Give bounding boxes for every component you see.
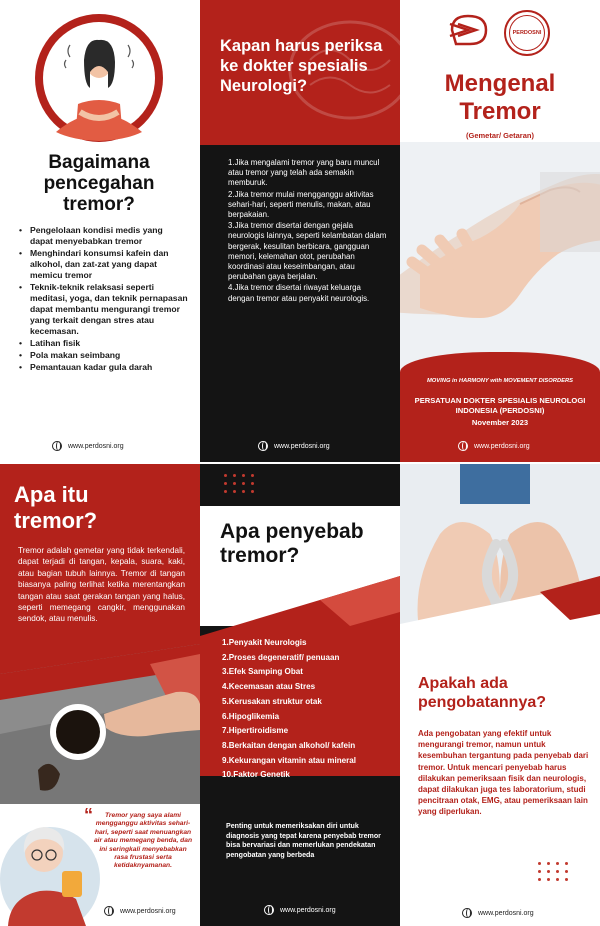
globe-icon (52, 441, 62, 451)
globe-icon (462, 908, 472, 918)
footer (264, 905, 336, 915)
prevention-list (18, 225, 188, 374)
panel-cover (400, 0, 600, 462)
website-link[interactable]: www.perdosni.org (478, 909, 534, 917)
cover-title: Mengenal Tremor (444, 70, 556, 125)
footer (462, 908, 534, 918)
list-item: 1.Penyakit Neurologis (222, 638, 307, 647)
list-item: 1.Jika mengalami tremor yang baru muncul atau tremor yang telah ada semakin memburuk. (228, 158, 380, 188)
seal-text: PERDOSNI (512, 30, 542, 36)
globe-icon (104, 906, 114, 916)
cover-org: PERSATUAN DOKTER SPESIALIS NEUROLOGI INDONESIA (PERDOSNI) (414, 396, 586, 415)
dot-grid (538, 862, 569, 881)
list-item: 5.Kerusakan struktur otak (222, 696, 322, 706)
perdosni-seal (504, 10, 550, 56)
panel-prevention (0, 0, 200, 462)
what-body: Tremor adalah gemetar yang tidak terkendali, dapat terjadi di tangan, kepala, suara, kaki, atau bagian tubuh lainnya. Tremor di tangan biasanya paling terlihat ketika merentangkan tangan atau saat gerakan tangan yang halus, seperti memegang cangkir, menggunakan sendok, atau menulis. (18, 546, 185, 624)
list-item: 6.Hipoglikemia (222, 711, 280, 721)
website-link[interactable]: www.perdosni.org (274, 442, 330, 450)
globe-icon (264, 905, 274, 915)
website-link[interactable]: www.perdosni.org (120, 907, 176, 915)
panel-what-is-tremor (0, 464, 200, 926)
ribbon-hands-image (400, 464, 600, 654)
trembling-hands-image (400, 142, 600, 377)
cover-subtitle: (Gemetar/ Getaran) (466, 131, 534, 140)
list-item: 8.Berkaitan dengan alkohol/ kafein (222, 740, 356, 750)
list-item: • Menghindari konsumsi kafein dan alkohol, dan zat-zat yang dapat memicu tremor (18, 248, 188, 281)
panel-treatment (400, 464, 600, 926)
list-item: 2.Jika tremor mulai mengganggu aktivitas sehari-hari, seperti menulis, makan, atau berpakaian. (228, 189, 374, 220)
cover-tagline: MOVING in HARMONY with MOVEMENT DISORDERS (426, 378, 574, 384)
list-item: • Teknik-teknik relaksasi seperti meditasi, yoga, dan teknik pernapasan dapat membantu mengurangi tremor yang terkait dengan stres atau kecemasan. (18, 282, 188, 337)
coffee-cup-image (0, 644, 200, 804)
treatment-title: Apakah ada pengobatannya? (418, 675, 547, 711)
globe-icon (258, 441, 268, 451)
globe-icon (458, 441, 468, 451)
list-item: 4.Jika tremor disertai riwayat keluarga dengan tremor atau penyakit neurologis. (228, 283, 370, 303)
brain-logo-icon (446, 12, 492, 50)
panel-when-to-see-doctor (200, 0, 400, 462)
dot-grid (224, 474, 255, 493)
footer (52, 441, 124, 451)
website-link[interactable]: www.perdosni.org (474, 442, 530, 450)
list-item: • Pola makan seimbang (18, 350, 188, 361)
doctor-title: Kapan harus periksa ke dokter spesialis Neurologi? (220, 37, 383, 95)
website-link[interactable]: www.perdosni.org (280, 906, 336, 914)
list-item: 4.Kecemasan atau Stres (222, 682, 316, 692)
what-title: Apa itu tremor? (14, 482, 98, 533)
prevention-title: Bagaimana pencegahan tremor? (43, 152, 155, 215)
list-item: 2.Proses degeneratif/ penuaan (222, 652, 340, 662)
list-item: 3.Efek Samping Obat (222, 667, 303, 677)
footer (458, 441, 530, 451)
woman-illustration (0, 0, 200, 150)
cover-date: November 2023 (471, 418, 529, 427)
website-link[interactable]: www.perdosni.org (68, 442, 124, 450)
causes-note: Penting untuk memeriksakan diri untuk diagnosis yang tepat karena penyebab tremor bisa bervariasi dan memerlukan pendekatan pengobatan yang berbeda (226, 822, 381, 860)
quote-mark: “ (84, 805, 93, 825)
doctor-list (228, 158, 388, 304)
list-item: 9.Kekurangan vitamin atau mineral (222, 755, 357, 765)
causes-title: Apa penyebab tremor? (220, 520, 364, 567)
list-item: 3.Jika tremor disertai dengan gejala neurologis lainnya, seperti kelambatan dalam bergerak, kesulitan berbicara, gangguan memori, kelemahan otot, perubahan koordinasi atau keseimbangan, atau perubahan gaya berjalan. (228, 221, 387, 282)
list-item: • Pemantauan kadar gula darah (18, 362, 188, 373)
list-item: 10.Faktor Genetik (222, 770, 290, 780)
causes-list (222, 636, 398, 783)
footer (104, 906, 176, 916)
patient-quote: Tremor yang saya alami mengganggu aktivitas sehari-hari, seperti saat menuangkan air atau memegang benda, dan ini seringkali menyebabkan rasa frustasi serta ketidaknyamanan. (93, 812, 193, 870)
footer (258, 441, 330, 451)
treatment-body: Ada pengobatan yang efektif untuk mengurangi tremor, namun untuk kesembuhan tergantung pada penyebab dari tremor. Untuk mencari penyebab harus dilakukan pemeriksaan fisik dan neurologis, dapat dilakukan juga tes laboratorium, studi pencitraan otak, EMG, atau pemeriksaan lain yang diperlukan. (418, 729, 589, 817)
list-item: • Pengelolaan kondisi medis yang dapat menyebabkan tremor (18, 225, 188, 247)
list-item: 7.Hipertiroidisme (222, 726, 289, 736)
list-item: • Latihan fisik (18, 338, 188, 349)
panel-causes (200, 464, 400, 926)
